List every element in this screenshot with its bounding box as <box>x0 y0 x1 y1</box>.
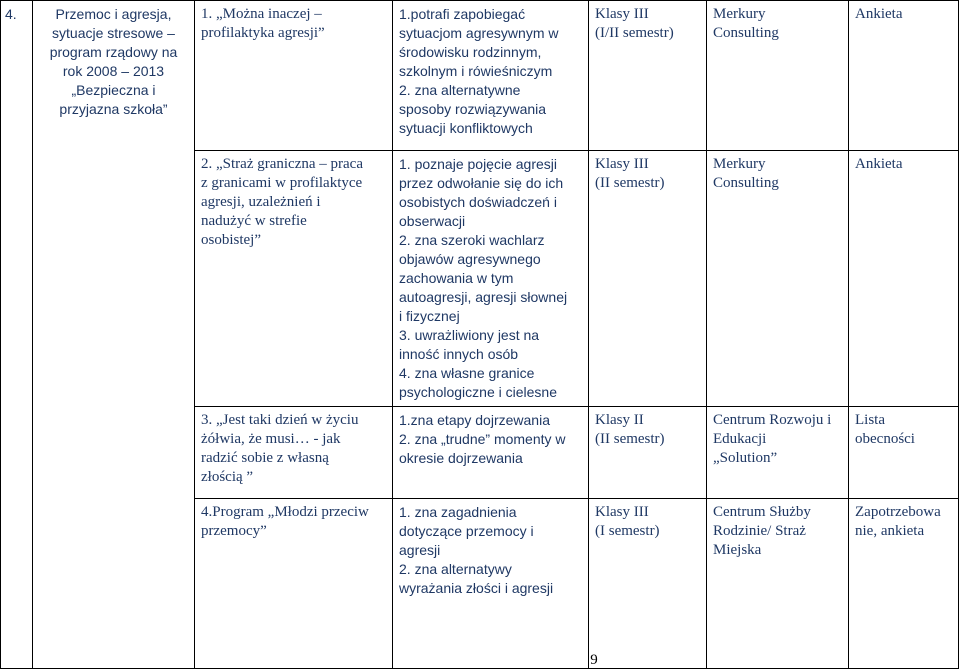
goals-line: szkolnym i rówieśniczym <box>399 63 553 79</box>
topic-line: Przemoc i agresja, <box>55 6 172 22</box>
goals-line: zachowania w tym <box>399 270 514 286</box>
cell-subtopic <box>195 151 393 407</box>
partner-line: Consulting <box>713 25 779 41</box>
table-row <box>1 1 959 151</box>
subtopic-line: nadużyć w strefie <box>201 213 307 229</box>
classes-line: Klasy III <box>595 156 649 172</box>
classes-line: (I/II semestr) <box>595 25 674 41</box>
subtopic-line: żółwia, że musi… - jak <box>201 431 341 447</box>
classes-line: (I semestr) <box>595 523 660 539</box>
evaluation-line: nie, ankieta <box>855 523 925 539</box>
partner-line: Centrum Służby <box>713 504 811 520</box>
evaluation-line: Zapotrzebowa <box>855 504 941 520</box>
goals-line: autoagresji, agresji słownej <box>399 289 568 305</box>
page-number: 9 <box>590 652 598 668</box>
cell-partner <box>707 499 849 669</box>
cell-topic <box>33 1 195 669</box>
subtopic-line: profilaktyka agresji” <box>201 25 325 41</box>
goals-line: 3. uwrażliwiony jest na <box>399 327 540 343</box>
goals-line: dotyczące przemocy i <box>399 523 534 539</box>
goals-line: agresji <box>399 542 441 558</box>
cell-partner <box>707 151 849 407</box>
goals-line: 1.potrafi zapobiegać <box>399 6 526 22</box>
evaluation-line: Ankieta <box>855 156 903 172</box>
classes-line: Klasy III <box>595 6 649 22</box>
classes-line: (II semestr) <box>595 175 665 191</box>
goals-line: przez odwołanie się do ich <box>399 175 564 191</box>
topic-line: „Bezpieczna i <box>71 82 156 98</box>
goals-line: objawów agresywnego <box>399 251 541 267</box>
subtopic-line: osobistej” <box>201 232 261 248</box>
classes-line: Klasy III <box>595 504 649 520</box>
cell-evaluation <box>849 151 959 407</box>
cell-subtopic <box>195 1 393 151</box>
cell-goals <box>393 407 589 499</box>
partner-line: Miejska <box>713 542 762 558</box>
subtopic-line: złością ” <box>201 469 254 485</box>
goals-line: 2. zna „trudne” momenty w <box>399 431 566 447</box>
partner-line: Centrum Rozwoju i <box>713 412 832 428</box>
goals-line: sytuacji konfliktowych <box>399 120 533 136</box>
subtopic-line: agresji, uzależnień i <box>201 194 321 210</box>
cell-num: 4. <box>1 1 33 669</box>
goals-line: okresie dojrzewania <box>399 450 523 466</box>
goals-line: 1. poznaje pojęcie agresji <box>399 156 557 172</box>
cell-classes <box>589 499 707 669</box>
goals-line: wyrażania złości i agresji <box>399 580 554 596</box>
subtopic-line: 3. „Jest taki dzień w życiu <box>201 412 359 428</box>
subtopic-line: 4.Program „Młodzi przeciw <box>201 504 369 520</box>
goals-line: inność innych osób <box>399 346 519 362</box>
subtopic-line: radzić sobie z własną <box>201 450 329 466</box>
evaluation-line: Lista <box>855 412 885 428</box>
goals-line: 1.zna etapy dojrzewania <box>399 412 550 428</box>
goals-line: psychologiczne i cielesne <box>399 384 557 400</box>
evaluation-line: Ankieta <box>855 6 903 22</box>
cell-evaluation <box>849 499 959 669</box>
goals-line: 2. zna szeroki wachlarz <box>399 232 545 248</box>
cell-goals <box>393 1 589 151</box>
goals-line: obserwacji <box>399 213 466 229</box>
classes-line: (II semestr) <box>595 431 665 447</box>
topic-line: rok 2008 – 2013 <box>62 63 165 79</box>
topic-line: przyjazna szkoła” <box>59 101 168 117</box>
subtopic-line: z granicami w profilaktyce <box>201 175 363 191</box>
cell-classes <box>589 1 707 151</box>
goals-line: 2. zna alternatywy <box>399 561 512 577</box>
goals-line: i fizycznej <box>399 308 460 324</box>
partner-line: „Solution” <box>713 450 778 466</box>
subtopic-line: 1. „Można inaczej – <box>201 6 322 22</box>
partner-line: Merkury <box>713 6 766 22</box>
cell-partner <box>707 407 849 499</box>
subtopic-line: przemocy” <box>201 523 267 539</box>
cell-evaluation <box>849 407 959 499</box>
goals-line: 4. zna własne granice <box>399 365 535 381</box>
evaluation-line: obecności <box>855 431 915 447</box>
partner-line: Consulting <box>713 175 779 191</box>
goals-line: 2. zna alternatywne <box>399 82 521 98</box>
topic-line: sytuacje stresowe – <box>52 25 175 41</box>
partner-line: Merkury <box>713 156 766 172</box>
cell-evaluation <box>849 1 959 151</box>
goals-line: sposoby rozwiązywania <box>399 101 547 117</box>
partner-line: Edukacji <box>713 431 767 447</box>
partner-line: Rodzinie/ Straż <box>713 523 806 539</box>
cell-classes <box>589 151 707 407</box>
cell-goals <box>393 151 589 407</box>
topic-line: program rządowy na <box>49 44 178 60</box>
cell-partner <box>707 1 849 151</box>
subtopic-line: 2. „Straż graniczna – praca <box>201 156 363 172</box>
cell-goals <box>393 499 589 669</box>
goals-line: sytuacjom agresywnym w <box>399 25 559 41</box>
goals-line: środowisku rodzinnym, <box>399 44 542 60</box>
classes-line: Klasy II <box>595 412 644 428</box>
goals-line: osobistych doświadczeń i <box>399 194 557 210</box>
cell-subtopic <box>195 407 393 499</box>
goals-line: 1. zna zagadnienia <box>399 504 517 520</box>
cell-subtopic <box>195 499 393 669</box>
cell-classes <box>589 407 707 499</box>
